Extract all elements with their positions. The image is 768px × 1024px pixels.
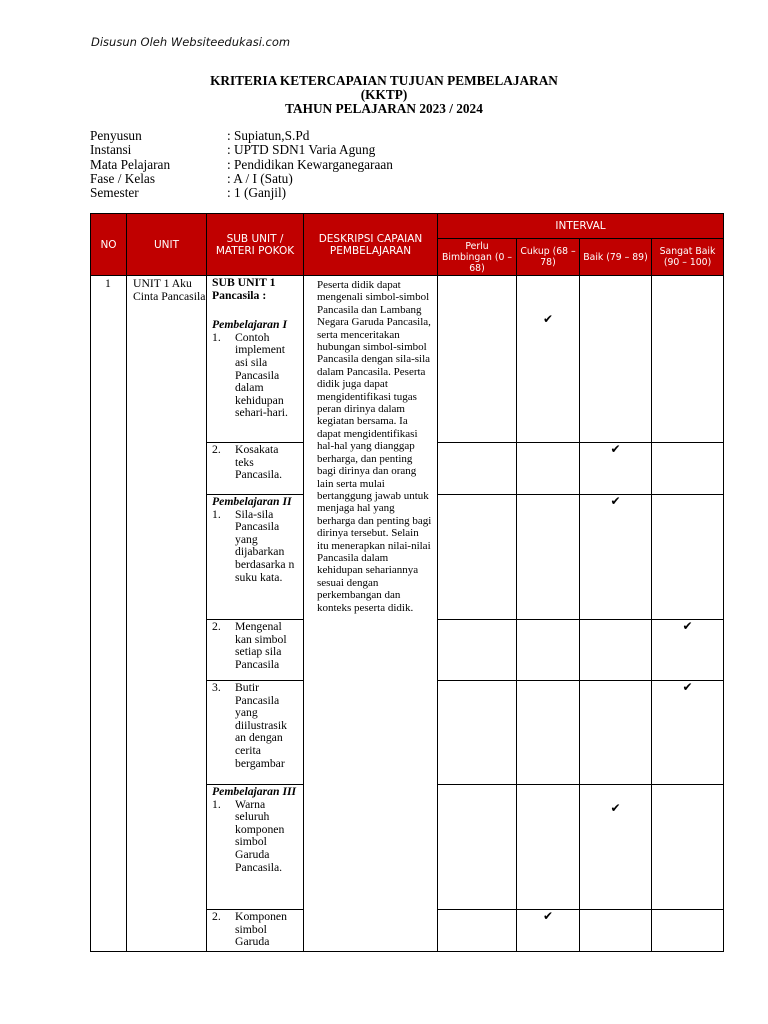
item-text: Contoh implement asi sila Pancasila dalam kehidupan sehari-hari. bbox=[235, 330, 288, 420]
item-number: 1. bbox=[212, 797, 221, 811]
deskripsi-capaian: Peserta didik dapat mengenali simbol-simbol Pancasila dan Lambang Negara Garuda Pancasila, serta menceritakan hubungan simbol-simbol Pancasila dengan sila-sila dalam Pancasila. Peserta didik juga dapat mengidentifikasi tugas peran dirinya dalam kegiatan bersama. Ia dapat mengidentifikasi hal-hal yang dianggap berharga, dan penting bagi dirinya dan orang lain serta mulai bertanggung jawab untuk menjaga hal yang berharga dan penting bagi dirinya tersebut. Selain itu menerapkan nilai-nilai Pancasila dalam kehidupan sehariannya sesuai dengan perkembangan dan konteks peserta didik. bbox=[304, 276, 438, 952]
meta-label: Instansi bbox=[90, 142, 132, 158]
item-text: Warna seluruh komponen simbol Garuda Pancasila. bbox=[235, 797, 285, 874]
header-deskripsi: DESKRIPSI CAPAIAN PEMBELAJARAN bbox=[304, 214, 438, 276]
meta-value: : UPTD SDN1 Varia Agung bbox=[227, 142, 376, 158]
cell-baik bbox=[580, 620, 652, 681]
list-item bbox=[212, 509, 300, 585]
lesson-label: Pembelajaran II bbox=[212, 495, 292, 508]
cell-perlu bbox=[438, 681, 517, 785]
cell-baik bbox=[580, 276, 652, 443]
title-line-1: KRITERIA KETERCAPAIAN TUJUAN PEMBELAJARAN bbox=[210, 73, 558, 88]
item-number: 2. bbox=[212, 910, 221, 923]
cell-sangat bbox=[652, 910, 724, 952]
item-number: 2. bbox=[212, 620, 221, 633]
meta-value: : 1 (Ganjil) bbox=[227, 185, 287, 201]
unit-name: UNIT 1 Aku Cinta Pancasila bbox=[127, 276, 207, 952]
cell-sangat bbox=[652, 785, 724, 910]
cell-baik bbox=[580, 785, 652, 910]
kktp-table bbox=[90, 213, 724, 952]
cell-perlu bbox=[438, 785, 517, 910]
meta-value: : Pendidikan Kewarganegaraan bbox=[227, 156, 393, 172]
list-item bbox=[212, 332, 300, 420]
item-number: 2. bbox=[212, 443, 221, 456]
cell-perlu bbox=[438, 495, 517, 620]
meta-value: : Supiatun,S.Pd bbox=[227, 128, 310, 143]
cell-sangat bbox=[652, 443, 724, 495]
check-icon: ✔ bbox=[542, 312, 554, 326]
item-number: 1. bbox=[212, 507, 221, 521]
meta-label: Penyusun bbox=[90, 128, 142, 143]
header-no: NO bbox=[91, 214, 127, 276]
sub-unit-cell bbox=[207, 620, 304, 681]
cell-cukup bbox=[517, 495, 580, 620]
cell-perlu bbox=[438, 276, 517, 443]
sub-unit-cell bbox=[207, 443, 304, 495]
cell-baik bbox=[580, 681, 652, 785]
lesson-label: Pembelajaran III bbox=[212, 785, 297, 798]
meta-value: : A / I (Satu) bbox=[227, 170, 293, 186]
document-title bbox=[0, 74, 768, 116]
sub-unit-cell bbox=[207, 495, 304, 620]
meta-label: Mata Pelajaran bbox=[90, 156, 171, 172]
meta-row-mata-pelajaran bbox=[90, 158, 393, 172]
cell-baik bbox=[580, 910, 652, 952]
cell-baik bbox=[580, 443, 652, 495]
meta-row-penyusun bbox=[90, 129, 393, 143]
header-sangat-baik: Sangat Baik (90 – 100) bbox=[652, 239, 724, 276]
sub-unit-cell bbox=[207, 910, 304, 952]
cell-cukup bbox=[517, 443, 580, 495]
check-icon: ✔ bbox=[610, 494, 621, 508]
cell-cukup bbox=[517, 276, 580, 443]
cell-cukup bbox=[517, 620, 580, 681]
cell-cukup bbox=[517, 785, 580, 910]
list-item bbox=[212, 444, 300, 482]
cell-baik bbox=[580, 495, 652, 620]
item-text: Kosakata teks Pancasila. bbox=[235, 443, 283, 482]
sub-unit-cell bbox=[207, 276, 304, 443]
item-text: Mengenal kan simbol setiap sila Pancasila bbox=[235, 620, 287, 671]
watermark-text: Disusun Oleh Websiteedukasi.com bbox=[91, 35, 291, 49]
cell-cukup bbox=[517, 910, 580, 952]
cell-sangat bbox=[652, 620, 724, 681]
header-cukup: Cukup (68 – 78) bbox=[517, 239, 580, 276]
sub-unit-cell bbox=[207, 785, 304, 910]
list-item bbox=[212, 911, 300, 949]
header-interval: INTERVAL bbox=[438, 214, 724, 239]
item-text: Sila-sila Pancasila yang dijabarkan berdasarka n suku kata. bbox=[235, 507, 295, 584]
check-icon: ✔ bbox=[610, 442, 621, 456]
cell-sangat bbox=[652, 495, 724, 620]
header-sub-unit: SUB UNIT / MATERI POKOK bbox=[207, 214, 304, 276]
meta-label: Fase / Kelas bbox=[90, 170, 155, 186]
header-perlu-bimbingan: Perlu Bimbingan (0 – 68) bbox=[438, 239, 517, 276]
table-row bbox=[91, 276, 724, 443]
sub-unit-header: SUB UNIT 1 Pancasila : bbox=[212, 276, 276, 302]
check-icon: ✔ bbox=[682, 619, 693, 633]
meta-row-instansi bbox=[90, 143, 393, 157]
item-number: 3. bbox=[212, 681, 221, 694]
item-number: 1. bbox=[212, 330, 221, 344]
check-icon: ✔ bbox=[682, 680, 693, 694]
cell-perlu bbox=[438, 910, 517, 952]
sub-unit-cell bbox=[207, 681, 304, 785]
document-metadata bbox=[90, 129, 393, 200]
cell-perlu bbox=[438, 620, 517, 681]
item-text: Butir Pancasila yang diilustrasik an dengan cerita bergambar bbox=[235, 681, 287, 770]
title-line-2: (KKTP) bbox=[360, 87, 408, 102]
item-text: Komponen simbol Garuda bbox=[235, 910, 287, 949]
title-line-3: TAHUN PELAJARAN 2023 / 2024 bbox=[285, 101, 483, 116]
row-number: 1 bbox=[91, 276, 127, 952]
check-icon: ✔ bbox=[542, 909, 554, 923]
list-item bbox=[212, 799, 300, 875]
list-item bbox=[212, 621, 300, 671]
header-baik: Baik (79 – 89) bbox=[580, 239, 652, 276]
lesson-label: Pembelajaran I bbox=[212, 318, 287, 332]
cell-sangat bbox=[652, 276, 724, 443]
header-unit: UNIT bbox=[127, 214, 207, 276]
meta-row-semester bbox=[90, 186, 393, 200]
meta-label: Semester bbox=[90, 185, 139, 201]
cell-perlu bbox=[438, 443, 517, 495]
list-item bbox=[212, 682, 300, 770]
check-icon: ✔ bbox=[610, 801, 621, 815]
meta-row-fase-kelas bbox=[90, 172, 393, 186]
cell-sangat bbox=[652, 681, 724, 785]
cell-cukup bbox=[517, 681, 580, 785]
